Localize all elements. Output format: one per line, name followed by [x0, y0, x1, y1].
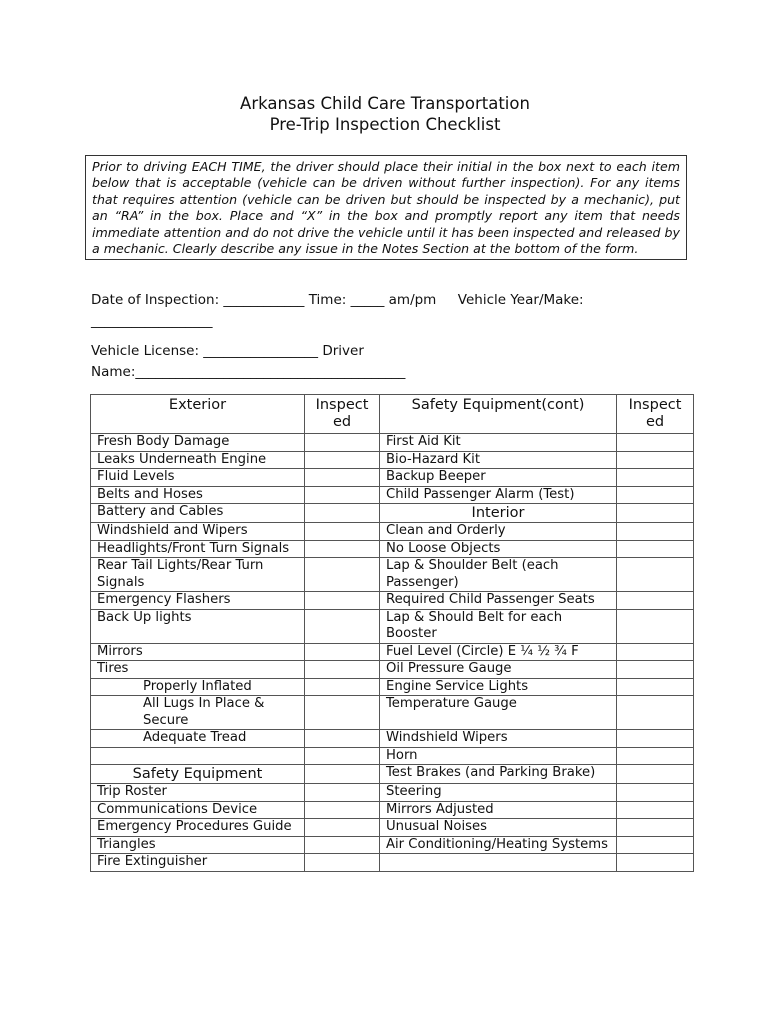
checklist-item-right: Unusual Noises [380, 819, 617, 837]
inspected-box-right[interactable] [617, 451, 694, 469]
table-row [91, 486, 694, 504]
checklist-item-left: Windshield and Wipers [91, 523, 305, 541]
driver-name-field[interactable]: Name:________________________________________ [91, 364, 406, 380]
checklist-item-right: Air Conditioning/Heating Systems [380, 836, 617, 854]
inspected-box-left[interactable] [305, 451, 380, 469]
checklist-item-right: Child Passenger Alarm (Test) [380, 486, 617, 504]
inspected-box-right[interactable] [617, 486, 694, 504]
checklist-item-right: Bio-Hazard Kit [380, 451, 617, 469]
table-row [91, 747, 694, 765]
checklist-item-right: Windshield Wipers [380, 730, 617, 748]
table-row [91, 469, 694, 487]
inspected-box-right[interactable] [617, 469, 694, 487]
page-title [0, 93, 770, 135]
checklist-item-right [380, 854, 617, 872]
inspected-box-left[interactable] [305, 801, 380, 819]
checklist-item-right: First Aid Kit [380, 434, 617, 452]
instructions-box: Prior to driving EACH TIME, the driver should place their initial in the box next to each item below that is acceptable (vehicle can be driven without further inspection). For any items that requires attention (vehicle can be driven but should be inspected by a mechanic), put an “RA” in the box. Place and “X” in the box and promptly report any item that needs immediate attention and do not drive the vehicle until it has been inspected and released by a mechanic. Clearly describe any issue in the Notes Section at the bottom of the form. [85, 155, 687, 260]
checklist-item-right: Mirrors Adjusted [380, 801, 617, 819]
header-inspected-left: Inspect ed [305, 395, 380, 434]
inspected-box-left[interactable] [305, 836, 380, 854]
checklist-item-left: Trip Roster [91, 784, 305, 802]
inspected-box-left[interactable] [305, 469, 380, 487]
table-row [91, 678, 694, 696]
inspected-box-left[interactable] [305, 661, 380, 679]
table-row [91, 451, 694, 469]
inspected-box-right[interactable] [617, 801, 694, 819]
checklist-item-right: Test Brakes (and Parking Brake) [380, 765, 617, 784]
inspected-box-left[interactable] [305, 609, 380, 643]
checklist-item-right: Fuel Level (Circle) E ¼ ½ ¾ F [380, 643, 617, 661]
checklist-item-right: Steering [380, 784, 617, 802]
inspected-box-right[interactable] [617, 765, 694, 784]
header-inspected-right: Inspect ed [617, 395, 694, 434]
checklist-item-left: Mirrors [91, 643, 305, 661]
checklist-item-right: Clean and Orderly [380, 523, 617, 541]
table-row [91, 854, 694, 872]
checklist-item-left: Fluid Levels [91, 469, 305, 487]
checklist-item-left [91, 747, 305, 765]
table-row [91, 504, 694, 523]
checklist-item-right: Oil Pressure Gauge [380, 661, 617, 679]
checklist-item-right: Required Child Passenger Seats [380, 592, 617, 610]
inspected-box-left[interactable] [305, 747, 380, 765]
inspected-box-left[interactable] [305, 696, 380, 730]
title-line-1: Arkansas Child Care Transportation [240, 94, 530, 113]
inspected-box-right[interactable] [617, 558, 694, 592]
checklist-item-left: Leaks Underneath Engine [91, 451, 305, 469]
table-row [91, 661, 694, 679]
checklist-item-left: Rear Tail Lights/Rear Turn Signals [91, 558, 305, 592]
inspected-box-right[interactable] [617, 540, 694, 558]
table-row [91, 609, 694, 643]
section-heading-interior: Interior [380, 504, 617, 523]
inspected-box-left[interactable] [305, 434, 380, 452]
table-row [91, 523, 694, 541]
checklist-item-left: Emergency Flashers [91, 592, 305, 610]
table-row [91, 819, 694, 837]
table-row [91, 592, 694, 610]
table-row [91, 540, 694, 558]
checklist-item-left: All Lugs In Place & Secure [91, 696, 305, 730]
checklist-item-left: Tires [91, 661, 305, 679]
section-heading-safety-equipment: Safety Equipment [91, 765, 305, 784]
table-row [91, 836, 694, 854]
table-row [91, 643, 694, 661]
date-time-make-field[interactable]: Date of Inspection: ____________ Time: _____ am/pm Vehicle Year/Make: [91, 292, 584, 308]
checklist-item-left: Fresh Body Damage [91, 434, 305, 452]
checklist-item-right: Lap & Should Belt for each Booster [380, 609, 617, 643]
table-header-row [91, 395, 694, 434]
inspected-box-left[interactable] [305, 558, 380, 592]
inspected-box-right[interactable] [617, 836, 694, 854]
inspected-box-right[interactable] [617, 696, 694, 730]
inspected-box-right[interactable] [617, 854, 694, 872]
table-row [91, 784, 694, 802]
inspected-box-right[interactable] [617, 661, 694, 679]
header-safety-equipment-cont: Safety Equipment(cont) [380, 395, 617, 434]
inspected-box-right[interactable] [617, 730, 694, 748]
inspected-box-right[interactable] [617, 643, 694, 661]
inspected-box-right[interactable] [617, 434, 694, 452]
inspected-box-left[interactable] [305, 730, 380, 748]
table-row [91, 801, 694, 819]
inspection-checklist-table [90, 394, 694, 872]
vehicle-make-blank[interactable]: __________________ [91, 313, 213, 329]
checklist-item-left: Adequate Tread [91, 730, 305, 748]
inspected-box-right[interactable] [617, 609, 694, 643]
checklist-item-left: Headlights/Front Turn Signals [91, 540, 305, 558]
checklist-item-left: Properly Inflated [91, 678, 305, 696]
header-exterior: Exterior [91, 395, 305, 434]
checklist-item-right: No Loose Objects [380, 540, 617, 558]
inspected-box-left[interactable] [305, 540, 380, 558]
checklist-item-right: Backup Beeper [380, 469, 617, 487]
inspected-box-left[interactable] [305, 523, 380, 541]
checklist-item-left: Battery and Cables [91, 504, 305, 523]
inspected-box-right[interactable] [617, 504, 694, 523]
inspected-box-left[interactable] [305, 643, 380, 661]
table-row [91, 558, 694, 592]
inspected-box-right[interactable] [617, 819, 694, 837]
license-driver-field[interactable]: Vehicle License: _________________ Driver [91, 343, 364, 359]
inspected-box-left[interactable] [305, 486, 380, 504]
inspected-box-right[interactable] [617, 784, 694, 802]
title-line-2: Pre-Trip Inspection Checklist [269, 115, 501, 134]
inspected-box-left[interactable] [305, 784, 380, 802]
checklist-item-left: Emergency Procedures Guide [91, 819, 305, 837]
inspected-box-left[interactable] [305, 678, 380, 696]
inspected-box-right[interactable] [617, 678, 694, 696]
inspected-box-right[interactable] [617, 523, 694, 541]
checklist-item-right: Engine Service Lights [380, 678, 617, 696]
inspected-box-right[interactable] [617, 592, 694, 610]
checklist-item-left: Back Up lights [91, 609, 305, 643]
inspected-box-left[interactable] [305, 854, 380, 872]
inspected-box-left[interactable] [305, 504, 380, 523]
checklist-item-left: Fire Extinguisher [91, 854, 305, 872]
table-row [91, 434, 694, 452]
checklist-item-left: Belts and Hoses [91, 486, 305, 504]
checklist-item-right: Lap & Shoulder Belt (each Passenger) [380, 558, 617, 592]
inspected-box-left[interactable] [305, 765, 380, 784]
table-row [91, 696, 694, 730]
inspected-box-left[interactable] [305, 819, 380, 837]
checklist-item-left: Communications Device [91, 801, 305, 819]
inspected-box-right[interactable] [617, 747, 694, 765]
table-row [91, 765, 694, 784]
inspected-box-left[interactable] [305, 592, 380, 610]
checklist-item-right: Horn [380, 747, 617, 765]
table-row [91, 730, 694, 748]
checklist-item-left: Triangles [91, 836, 305, 854]
checklist-item-right: Temperature Gauge [380, 696, 617, 730]
